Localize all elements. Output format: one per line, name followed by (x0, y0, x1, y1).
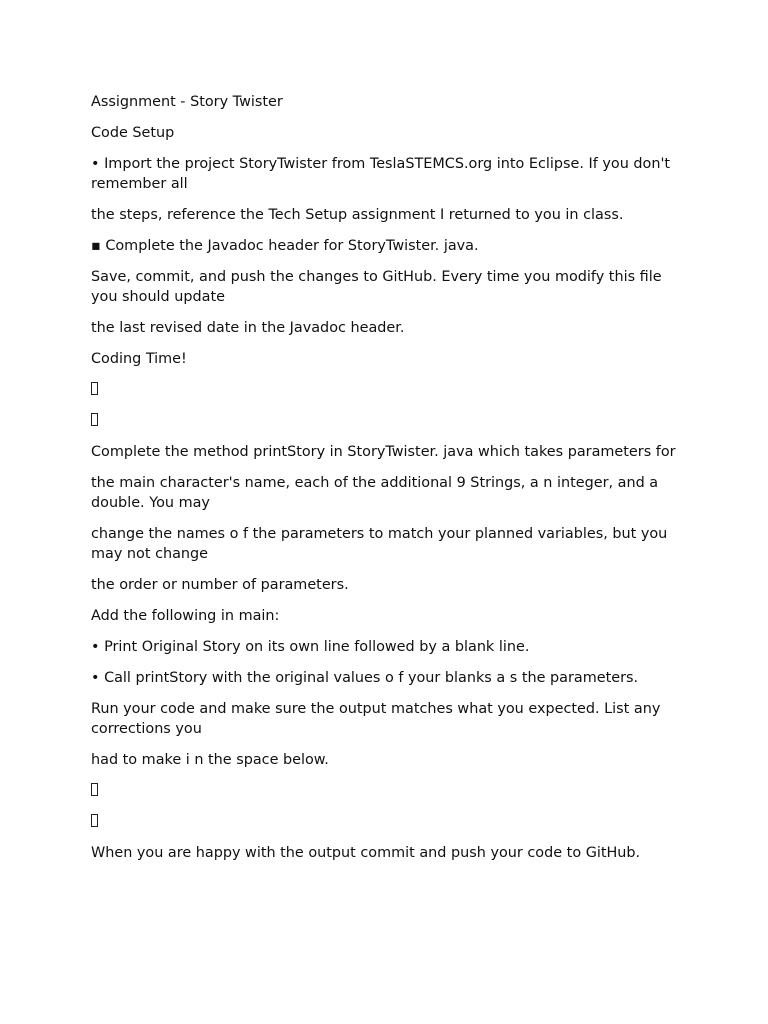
paragraph-print-story-method: Complete the method printStory in StoryTwister. java which takes parameters for (91, 444, 676, 460)
missing-glyph-icon (91, 814, 98, 827)
paragraph-parameter-order: the order or number of parameters. (91, 577, 349, 593)
bullet-call-print-story: • Call printStory with the original values o f your blanks a s the parameters. (91, 670, 639, 686)
missing-glyph-placeholder (91, 781, 681, 801)
paragraph-save-commit-push: Save, commit, and push the changes to GitHub. Every time you modify this file you should update (91, 269, 667, 305)
missing-glyph-placeholder (91, 380, 681, 400)
section-heading-coding-time: Coding Time! (91, 351, 187, 367)
document-title: Assignment - Story Twister (91, 94, 283, 110)
section-heading-code-setup: Code Setup (91, 125, 175, 141)
paragraph-tech-setup-reference: the steps, reference the Tech Setup assignment I returned to you in class. (91, 207, 624, 223)
bullet-javadoc-header: ▪ Complete the Javadoc header for StoryTwister. java. (91, 238, 479, 254)
missing-glyph-placeholder (91, 411, 681, 431)
paragraph-final-commit: When you are happy with the output commit and push your code to GitHub. (91, 845, 641, 861)
paragraph-space-below: had to make i n the space below. (91, 752, 329, 768)
bullet-import-project: • Import the project StoryTwister from TeslaSTEMCS.org into Eclipse. If you don't remember all (91, 156, 675, 192)
paragraph-last-revised-date: the last revised date in the Javadoc header. (91, 320, 405, 336)
missing-glyph-icon (91, 413, 98, 426)
paragraph-parameters-description: the main character's name, each of the additional 9 Strings, a n integer, and a double. You may (91, 475, 663, 511)
missing-glyph-icon (91, 382, 98, 395)
missing-glyph-icon (91, 783, 98, 796)
missing-glyph-placeholder (91, 812, 681, 832)
paragraph-add-in-main: Add the following in main: (91, 608, 280, 624)
bullet-print-original-story: • Print Original Story on its own line followed by a blank line. (91, 639, 530, 655)
paragraph-run-your-code: Run your code and make sure the output matches what you expected. List any corrections you (91, 701, 665, 737)
document-body (91, 92, 681, 874)
paragraph-parameter-names: change the names o f the parameters to match your planned variables, but you may not change (91, 526, 672, 562)
